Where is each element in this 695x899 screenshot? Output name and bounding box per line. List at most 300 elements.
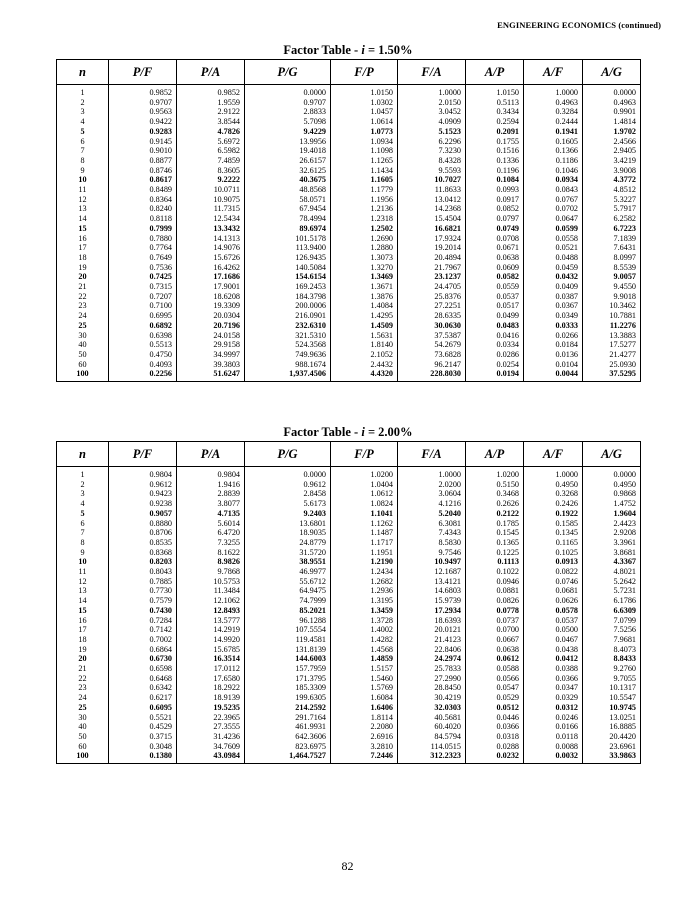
factor-cell: 749.9636	[245, 350, 331, 360]
factor-cell: 7.9681	[583, 635, 641, 645]
table-row	[57, 137, 641, 147]
factor-cell: 0.9563	[109, 107, 177, 117]
table-row	[57, 596, 641, 606]
title-prefix: Factor Table -	[283, 425, 362, 439]
factor-cell: 0.0333	[524, 321, 583, 331]
factor-cell: 0.8489	[109, 185, 177, 195]
factor-cell: 10.9745	[583, 703, 641, 713]
factor-cell: 64.9475	[245, 586, 331, 596]
factor-cell: 0.0409	[524, 282, 583, 292]
factor-cell: 0.0467	[524, 635, 583, 645]
period-cell: 9	[57, 166, 109, 176]
factor-cell: 291.7164	[245, 713, 331, 723]
factor-cell: 0.9804	[109, 467, 177, 480]
table-row	[57, 499, 641, 509]
table-row	[57, 674, 641, 684]
factor-cell: 18.6393	[398, 616, 466, 626]
factor-cell: 13.4121	[398, 577, 466, 587]
factor-cell: 0.1516	[466, 146, 524, 156]
factor-cell: 18.2922	[177, 683, 245, 693]
factor-cell: 14.2368	[398, 204, 466, 214]
factor-cell: 0.0702	[524, 204, 583, 214]
table-row	[57, 185, 641, 195]
factor-cell: 228.8030	[398, 369, 466, 381]
factor-cell: 9.4550	[583, 282, 641, 292]
factor-cell: 4.3367	[583, 557, 641, 567]
factor-cell: 0.0578	[524, 606, 583, 616]
factor-cell: 74.7999	[245, 596, 331, 606]
factor-table	[56, 441, 641, 764]
factor-cell: 1.8114	[331, 713, 398, 723]
factor-cell: 2.9122	[177, 107, 245, 117]
period-cell: 14	[57, 214, 109, 224]
table-row	[57, 557, 641, 567]
column-header-n: n	[57, 60, 109, 85]
factor-cell: 1.0150	[331, 85, 398, 98]
factor-cell: 40.5681	[398, 713, 466, 723]
table-row	[57, 311, 641, 321]
factor-cell: 16.8885	[583, 722, 641, 732]
factor-cell: 0.0797	[466, 214, 524, 224]
factor-cell: 20.0304	[177, 311, 245, 321]
factor-cell: 9.0057	[583, 272, 641, 282]
table-row	[57, 654, 641, 664]
table-row	[57, 467, 641, 480]
period-cell: 19	[57, 645, 109, 655]
factor-cell: 1.1434	[331, 166, 398, 176]
factor-cell: 1.1605	[331, 175, 398, 185]
factor-cell: 15.4504	[398, 214, 466, 224]
period-cell: 25	[57, 703, 109, 713]
factor-cell: 8.0997	[583, 253, 641, 263]
factor-cell: 0.8043	[109, 567, 177, 577]
factor-cell: 2.4566	[583, 137, 641, 147]
factor-cell: 12.1062	[177, 596, 245, 606]
factor-cell: 2.4423	[583, 519, 641, 529]
table-row	[57, 703, 641, 713]
factor-cell: 0.0547	[466, 683, 524, 693]
table-row	[57, 156, 641, 166]
factor-cell: 642.3606	[245, 732, 331, 742]
factor-cell: 17.2934	[398, 606, 466, 616]
factor-cell: 119.4581	[245, 635, 331, 645]
factor-cell: 5.6972	[177, 137, 245, 147]
factor-cell: 0.7649	[109, 253, 177, 263]
factor-cell: 19.3309	[177, 301, 245, 311]
factor-cell: 32.6125	[245, 166, 331, 176]
factor-cell: 1.2690	[331, 234, 398, 244]
factor-cell: 1.0000	[524, 467, 583, 480]
factor-cell: 0.4963	[583, 98, 641, 108]
factor-cell: 0.1785	[466, 519, 524, 529]
factor-cell: 6.6309	[583, 606, 641, 616]
factor-cell: 0.0044	[524, 369, 583, 381]
table-row	[57, 577, 641, 587]
table-row	[57, 195, 641, 205]
factor-cell: 0.0194	[466, 369, 524, 381]
factor-cell: 0.0500	[524, 625, 583, 635]
factor-cell: 8.3605	[177, 166, 245, 176]
period-cell: 3	[57, 107, 109, 117]
period-cell: 4	[57, 499, 109, 509]
factor-cell: 0.6864	[109, 645, 177, 655]
table-row	[57, 234, 641, 244]
factor-cell: 3.0604	[398, 489, 466, 499]
factor-cell: 1.0000	[398, 85, 466, 98]
factor-cell: 0.0246	[524, 713, 583, 723]
factor-cell: 7.3230	[398, 146, 466, 156]
period-cell: 16	[57, 616, 109, 626]
factor-cell: 48.8568	[245, 185, 331, 195]
factor-cell: 4.7135	[177, 509, 245, 519]
factor-cell: 12.1687	[398, 567, 466, 577]
factor-cell: 0.9612	[245, 480, 331, 490]
factor-cell: 25.7833	[398, 664, 466, 674]
factor-cell: 0.0934	[524, 175, 583, 185]
factor-cell: 0.0000	[583, 467, 641, 480]
factor-cell: 15.6726	[177, 253, 245, 263]
factor-cell: 26.6157	[245, 156, 331, 166]
factor-cell: 0.0537	[524, 616, 583, 626]
factor-cell: 34.9997	[177, 350, 245, 360]
table-row	[57, 519, 641, 529]
factor-cell: 1.5769	[331, 683, 398, 693]
table-row	[57, 509, 641, 519]
factor-cell: 4.0909	[398, 117, 466, 127]
factor-cell: 27.2251	[398, 301, 466, 311]
factor-cell: 9.9018	[583, 292, 641, 302]
factor-cell: 10.5547	[583, 693, 641, 703]
factor-cell: 0.0104	[524, 360, 583, 370]
factor-cell: 1.3459	[331, 606, 398, 616]
factor-cell: 13.3883	[583, 331, 641, 341]
factor-cell: 0.0366	[466, 722, 524, 732]
factor-cell: 6.1786	[583, 596, 641, 606]
factor-cell: 0.0000	[245, 467, 331, 480]
factor-cell: 0.0329	[524, 693, 583, 703]
table-row	[57, 272, 641, 282]
table-row	[57, 243, 641, 253]
factor-cell: 4.4320	[331, 369, 398, 381]
factor-cell: 0.4529	[109, 722, 177, 732]
factor-cell: 1.0150	[466, 85, 524, 98]
factor-cell: 0.0517	[466, 301, 524, 311]
factor-cell: 16.4262	[177, 263, 245, 273]
factor-cell: 0.1113	[466, 557, 524, 567]
factor-cell: 3.8544	[177, 117, 245, 127]
factor-cell: 0.0232	[466, 751, 524, 763]
factor-cell: 0.8203	[109, 557, 177, 567]
factor-cell: 0.0512	[466, 703, 524, 713]
period-cell: 40	[57, 722, 109, 732]
table-row	[57, 548, 641, 558]
factor-cell: 1.0824	[331, 499, 398, 509]
period-cell: 17	[57, 243, 109, 253]
factor-cell: 10.7027	[398, 175, 466, 185]
factor-cell: 0.0286	[466, 350, 524, 360]
factor-cell: 0.0559	[466, 282, 524, 292]
factor-cell: 216.0901	[245, 311, 331, 321]
table-row	[57, 635, 641, 645]
factor-cell: 0.4950	[524, 480, 583, 490]
factor-cell: 1.9416	[177, 480, 245, 490]
factor-cell: 5.2642	[583, 577, 641, 587]
table-row	[57, 664, 641, 674]
factor-cell: 2.9208	[583, 528, 641, 538]
table-row	[57, 85, 641, 98]
factor-cell: 4.8021	[583, 567, 641, 577]
period-cell: 1	[57, 85, 109, 98]
factor-cell: 9.2760	[583, 664, 641, 674]
factor-cell: 84.5794	[398, 732, 466, 742]
table-row	[57, 107, 641, 117]
factor-cell: 0.9901	[583, 107, 641, 117]
factor-cell: 9.7546	[398, 548, 466, 558]
factor-cell: 1.3195	[331, 596, 398, 606]
factor-cell: 0.0136	[524, 350, 583, 360]
factor-cell: 0.5513	[109, 340, 177, 350]
factor-cell: 14.2919	[177, 625, 245, 635]
table-row	[57, 751, 641, 763]
factor-cell: 25.8376	[398, 292, 466, 302]
factor-cell: 1,937.4506	[245, 369, 331, 381]
factor-cell: 321.5310	[245, 331, 331, 341]
factor-table	[56, 59, 641, 382]
column-header-p-a: P/A	[177, 60, 245, 85]
factor-cell: 0.9238	[109, 499, 177, 509]
factor-cell: 0.8118	[109, 214, 177, 224]
factor-cell: 0.0671	[466, 243, 524, 253]
factor-cell: 0.0366	[524, 674, 583, 684]
factor-cell: 113.9400	[245, 243, 331, 253]
period-cell: 1	[57, 467, 109, 480]
period-cell: 20	[57, 272, 109, 282]
period-cell: 22	[57, 674, 109, 684]
factor-cell: 13.0251	[583, 713, 641, 723]
factor-cell: 29.9158	[177, 340, 245, 350]
factor-cell: 54.2679	[398, 340, 466, 350]
factor-cell: 22.3965	[177, 713, 245, 723]
table-row	[57, 742, 641, 752]
table-row	[57, 350, 641, 360]
factor-cell: 0.0459	[524, 263, 583, 273]
factor-cell: 0.6730	[109, 654, 177, 664]
factor-cell: 39.3803	[177, 360, 245, 370]
period-cell: 13	[57, 586, 109, 596]
factor-cell: 31.5720	[245, 548, 331, 558]
factor-cell: 1.2318	[331, 214, 398, 224]
factor-cell: 4.8512	[583, 185, 641, 195]
factor-cell: 11.3484	[177, 586, 245, 596]
factor-cell: 5.7098	[245, 117, 331, 127]
factor-cell: 0.5113	[466, 98, 524, 108]
factor-cell: 6.2582	[583, 214, 641, 224]
factor-cell: 0.8746	[109, 166, 177, 176]
period-cell: 100	[57, 369, 109, 381]
factor-cell: 14.9076	[177, 243, 245, 253]
factor-cell: 0.1022	[466, 567, 524, 577]
period-cell: 10	[57, 175, 109, 185]
factor-cell: 5.3227	[583, 195, 641, 205]
factor-cell: 17.0112	[177, 664, 245, 674]
factor-cell: 0.0588	[466, 664, 524, 674]
factor-cell: 0.0118	[524, 732, 583, 742]
factor-cell: 46.9977	[245, 567, 331, 577]
factor-cell: 1.1717	[331, 538, 398, 548]
table-row	[57, 127, 641, 137]
factor-cell: 184.3798	[245, 292, 331, 302]
factor-cell: 1.1951	[331, 548, 398, 558]
factor-cell: 1.0457	[331, 107, 398, 117]
period-cell: 6	[57, 519, 109, 529]
factor-cell: 0.8706	[109, 528, 177, 538]
factor-cell: 18.9139	[177, 693, 245, 703]
factor-cell: 24.4705	[398, 282, 466, 292]
factor-cell: 0.6217	[109, 693, 177, 703]
factor-cell: 28.8450	[398, 683, 466, 693]
factor-cell: 0.0483	[466, 321, 524, 331]
period-cell: 50	[57, 350, 109, 360]
factor-cell: 24.0158	[177, 331, 245, 341]
factor-cell: 0.0438	[524, 645, 583, 655]
column-header-a-f: A/F	[524, 60, 583, 85]
period-cell: 11	[57, 567, 109, 577]
period-cell: 7	[57, 528, 109, 538]
factor-cell: 0.6995	[109, 311, 177, 321]
factor-cell: 0.0917	[466, 195, 524, 205]
factor-cell: 0.1225	[466, 548, 524, 558]
factor-cell: 0.2444	[524, 117, 583, 127]
factor-cell: 0.0993	[466, 185, 524, 195]
factor-cell: 1.4295	[331, 311, 398, 321]
table-row	[57, 224, 641, 234]
factor-cell: 200.0006	[245, 301, 331, 311]
factor-cell: 0.1345	[524, 528, 583, 538]
period-cell: 12	[57, 577, 109, 587]
factor-cell: 2.8833	[245, 107, 331, 117]
factor-cell: 1.4509	[331, 321, 398, 331]
factor-cell: 21.4123	[398, 635, 466, 645]
factor-cell: 0.7425	[109, 272, 177, 282]
factor-cell: 461.9931	[245, 722, 331, 732]
factor-cell: 8.8433	[583, 654, 641, 664]
factor-cell: 12.8493	[177, 606, 245, 616]
factor-cell: 0.0638	[466, 645, 524, 655]
factor-cell: 19.2014	[398, 243, 466, 253]
factor-cell: 1.1041	[331, 509, 398, 519]
factor-cell: 4.1216	[398, 499, 466, 509]
factor-cell: 17.1686	[177, 272, 245, 282]
table-row	[57, 321, 641, 331]
period-cell: 3	[57, 489, 109, 499]
factor-cell: 7.3255	[177, 538, 245, 548]
factor-cell: 30.0630	[398, 321, 466, 331]
table-row	[57, 263, 641, 273]
factor-cell: 0.7999	[109, 224, 177, 234]
factor-cell: 67.9454	[245, 204, 331, 214]
factor-cell: 14.9920	[177, 635, 245, 645]
factor-cell: 0.0412	[524, 654, 583, 664]
table-row	[57, 214, 641, 224]
factor-cell: 73.6828	[398, 350, 466, 360]
factor-cell: 1.4002	[331, 625, 398, 635]
table-row	[57, 331, 641, 341]
factor-cell: 3.8077	[177, 499, 245, 509]
table-row	[57, 567, 641, 577]
factor-cell: 96.2147	[398, 360, 466, 370]
table-title	[56, 42, 640, 59]
factor-cell: 114.0515	[398, 742, 466, 752]
factor-cell: 9.2403	[245, 509, 331, 519]
factor-cell: 0.0347	[524, 683, 583, 693]
factor-cell: 0.1186	[524, 156, 583, 166]
factor-cell: 20.4420	[583, 732, 641, 742]
factor-cell: 0.7730	[109, 586, 177, 596]
factor-cell: 5.7231	[583, 586, 641, 596]
factor-cell: 1.5631	[331, 331, 398, 341]
factor-cell: 3.8681	[583, 548, 641, 558]
factor-cell: 9.4229	[245, 127, 331, 137]
table-row	[57, 301, 641, 311]
factor-cell: 3.0452	[398, 107, 466, 117]
period-cell: 30	[57, 713, 109, 723]
factor-cell: 988.1674	[245, 360, 331, 370]
factor-cell: 1.0934	[331, 137, 398, 147]
factor-cell: 0.0822	[524, 567, 583, 577]
factor-cell: 10.7881	[583, 311, 641, 321]
factor-cell: 18.9035	[245, 528, 331, 538]
factor-cell: 1.3270	[331, 263, 398, 273]
period-cell: 30	[57, 331, 109, 341]
factor-cell: 1.1779	[331, 185, 398, 195]
factor-cell: 0.8368	[109, 548, 177, 558]
factor-cell: 19.5235	[177, 703, 245, 713]
factor-cell: 1.1487	[331, 528, 398, 538]
column-header-a-g: A/G	[583, 60, 641, 85]
factor-cell: 107.5554	[245, 625, 331, 635]
factor-cell: 1.4752	[583, 499, 641, 509]
page-number: 82	[341, 859, 354, 873]
factor-cell: 0.2122	[466, 509, 524, 519]
factor-cell: 1.0200	[466, 467, 524, 480]
factor-cell: 0.9612	[109, 480, 177, 490]
period-cell: 12	[57, 195, 109, 205]
factor-cell: 1.9604	[583, 509, 641, 519]
factor-cell: 89.6974	[245, 224, 331, 234]
table-row	[57, 369, 641, 381]
factor-cell: 2.8458	[245, 489, 331, 499]
factor-cell: 6.3081	[398, 519, 466, 529]
factor-cell: 0.6095	[109, 703, 177, 713]
factor-cell: 0.8240	[109, 204, 177, 214]
factor-cell: 13.5777	[177, 616, 245, 626]
factor-cell: 0.3048	[109, 742, 177, 752]
factor-cell: 0.3284	[524, 107, 583, 117]
factor-cell: 2.4432	[331, 360, 398, 370]
factor-cell: 0.6342	[109, 683, 177, 693]
factor-cell: 1.8140	[331, 340, 398, 350]
factor-cell: 0.1196	[466, 166, 524, 176]
factor-cell: 1.3073	[331, 253, 398, 263]
factor-cell: 7.4859	[177, 156, 245, 166]
table-row	[57, 683, 641, 693]
factor-cell: 0.6398	[109, 331, 177, 341]
factor-cell: 1.6406	[331, 703, 398, 713]
factor-cell: 0.4950	[583, 480, 641, 490]
table-row	[57, 606, 641, 616]
factor-cell: 0.7100	[109, 301, 177, 311]
factor-cell: 9.7868	[177, 567, 245, 577]
